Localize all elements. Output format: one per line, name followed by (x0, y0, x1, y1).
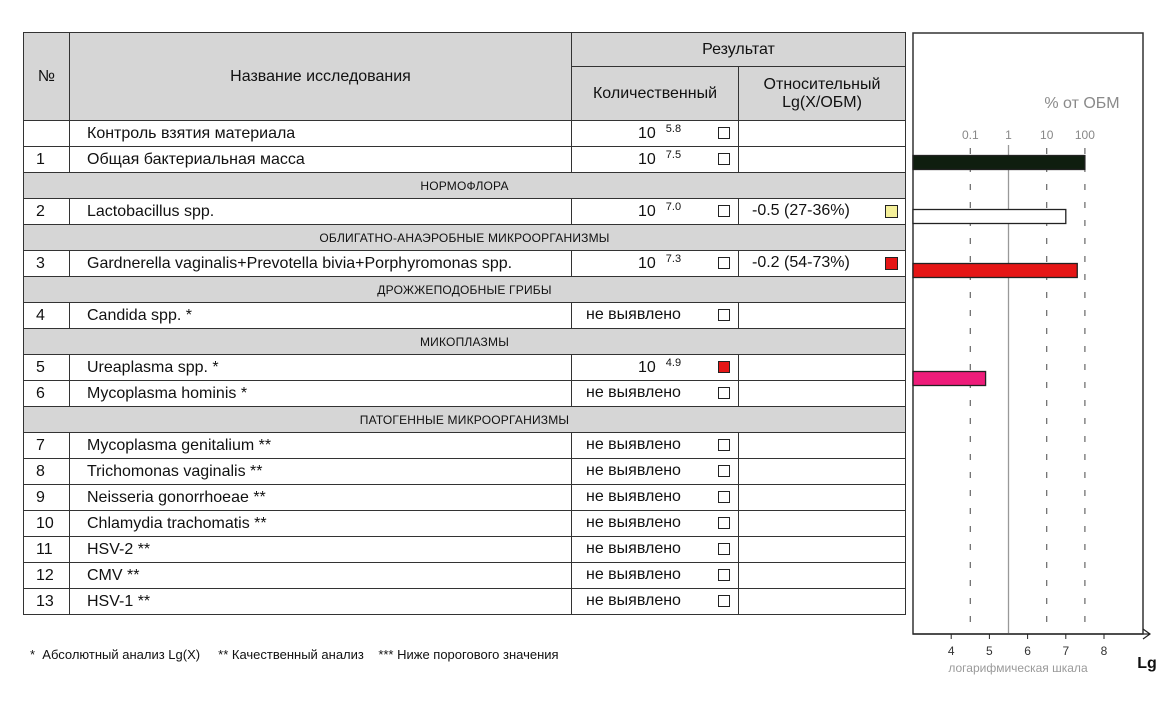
qualitative-result: не выявлено (586, 488, 681, 505)
footnote: * Абсолютный анализ Lg(X) ** Качественный анализ *** Ниже порогового значения (30, 647, 559, 662)
percent-tick-label: 1 (1005, 128, 1012, 142)
test-name: Контроль взятия материала (70, 121, 572, 147)
value-exponent: 7.3 (665, 253, 682, 265)
row-number: 13 (24, 589, 70, 615)
column-header-result: Результат (572, 33, 906, 67)
row-number: 8 (24, 459, 70, 485)
result-bar (913, 210, 1066, 224)
percent-tick-label: 10 (1040, 128, 1054, 142)
value-exponent: 7.5 (665, 149, 682, 161)
relative-header-line1: Относительный (763, 75, 881, 93)
chart-frame (913, 33, 1143, 634)
value-base: 10 (638, 203, 656, 220)
value-base: 10 (638, 151, 656, 168)
relative-header-line2: Lg(X/ОБМ) (782, 93, 862, 111)
percent-tick-label: 100 (1074, 128, 1095, 142)
test-name: Trichomonas vaginalis ** (70, 459, 572, 485)
section-header: НОРМОФЛОРА (24, 173, 906, 199)
x-tick-label: 4 (947, 644, 955, 658)
column-header-quantitative: Количественный (572, 67, 739, 121)
test-name: Chlamydia trachomatis ** (70, 511, 572, 537)
value-base: 10 (638, 359, 656, 376)
percent-tick-label: 0.1 (961, 128, 979, 142)
test-name: Lactobacillus spp. (70, 199, 572, 225)
qualitative-result: не выявлено (586, 436, 681, 453)
test-name: Общая бактериальная масса (70, 147, 572, 173)
test-name: Neisseria gonorrhoeae ** (70, 485, 572, 511)
section-header: ОБЛИГАТНО-АНАЭРОБНЫЕ МИКРООРГАНИЗМЫ (24, 225, 906, 251)
row-number: 6 (24, 381, 70, 407)
value-base: 10 (638, 125, 656, 142)
qualitative-result: не выявлено (586, 592, 681, 609)
row-number: 7 (24, 433, 70, 459)
percent-title: % от ОБМ (1044, 95, 1120, 112)
axis-label: Lg (1137, 655, 1157, 672)
row-number: 10 (24, 511, 70, 537)
result-bar (913, 156, 1085, 170)
test-name: HSV-2 ** (70, 537, 572, 563)
x-tick-label: 7 (1062, 644, 1070, 658)
test-name: Candida spp. * (70, 303, 572, 329)
test-name: Mycoplasma genitalium ** (70, 433, 572, 459)
x-tick-label: 8 (1100, 644, 1108, 658)
row-number: 4 (24, 303, 70, 329)
x-tick-label: 5 (986, 644, 993, 658)
scale-caption: логарифмическая шкала (948, 661, 1088, 675)
section-header: ДРОЖЖЕПОДОБНЫЕ ГРИБЫ (24, 277, 906, 303)
test-name: CMV ** (70, 563, 572, 589)
qualitative-result: не выявлено (586, 306, 681, 323)
value-exponent: 5.8 (665, 123, 682, 135)
column-header-name: Название исследования (70, 33, 572, 121)
value-base: 10 (638, 255, 656, 272)
value-exponent: 7.0 (665, 201, 682, 213)
row-number: 3 (24, 251, 70, 277)
test-name: Gardnerella vaginalis+Prevotella bivia+Porphyromonas spp. (70, 251, 572, 277)
relative-value: -0.5 (27-36%) (752, 202, 850, 219)
row-number: 2 (24, 199, 70, 225)
row-number: 11 (24, 537, 70, 563)
qualitative-result: не выявлено (586, 566, 681, 583)
section-header: МИКОПЛАЗМЫ (24, 329, 906, 355)
result-bar (913, 264, 1077, 278)
row-number: 12 (24, 563, 70, 589)
qualitative-result: не выявлено (586, 384, 681, 401)
qualitative-result: не выявлено (586, 514, 681, 531)
relative-value: -0.2 (54-73%) (752, 254, 850, 271)
test-name: HSV-1 ** (70, 589, 572, 615)
test-name: Mycoplasma hominis * (70, 381, 572, 407)
qualitative-result: не выявлено (586, 462, 681, 479)
value-exponent: 4.9 (665, 357, 682, 369)
result-bar (913, 372, 986, 386)
section-header: ПАТОГЕННЫЕ МИКРООРГАНИЗМЫ (24, 407, 906, 433)
column-header-number: № (24, 33, 70, 121)
row-number: 1 (24, 147, 70, 173)
x-tick-label: 6 (1024, 644, 1031, 658)
qualitative-result: не выявлено (586, 540, 681, 557)
test-name: Ureaplasma spp. * (70, 355, 572, 381)
row-number: 9 (24, 485, 70, 511)
row-number: 5 (24, 355, 70, 381)
